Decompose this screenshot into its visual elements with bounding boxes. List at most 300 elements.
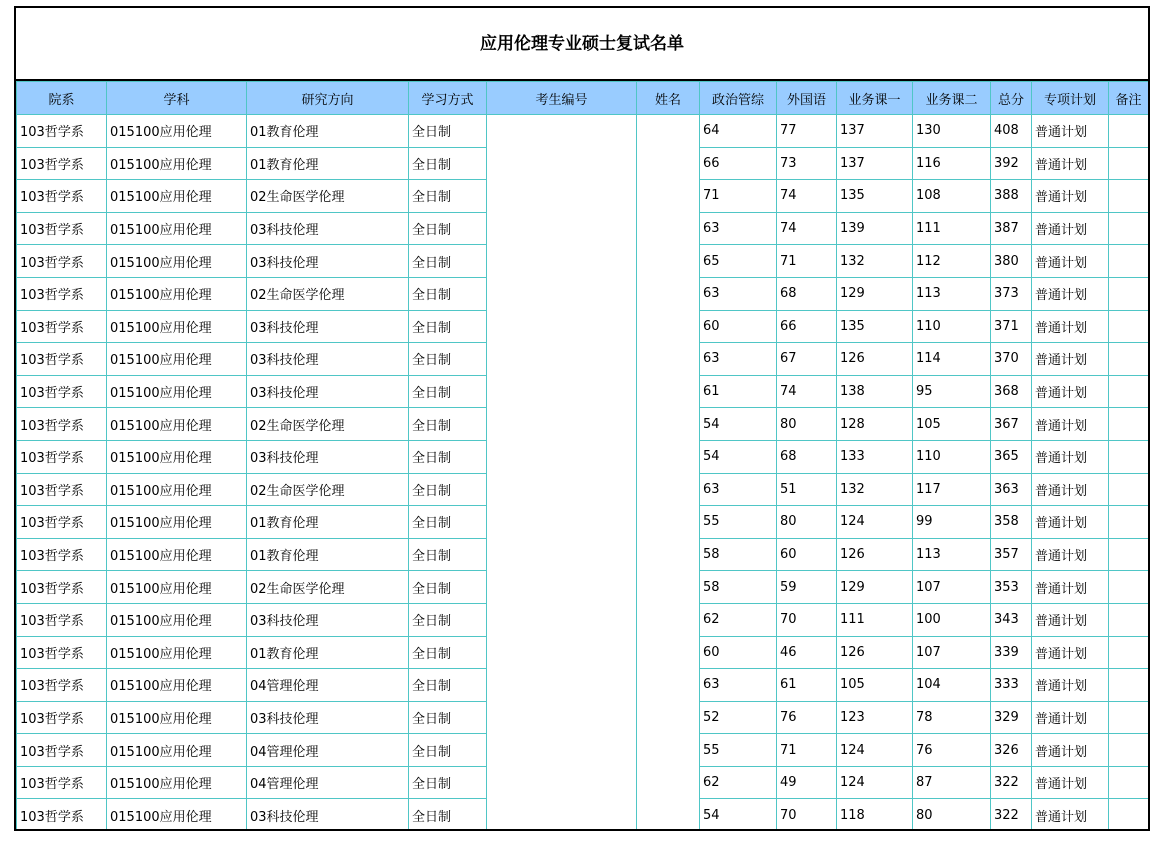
table-cell: 03科技伦理: [247, 245, 409, 278]
table-cell: 108: [913, 180, 991, 213]
table-cell: 01教育伦理: [247, 115, 409, 148]
table-cell: 103哲学系: [17, 408, 107, 441]
table-cell: 普通计划: [1032, 212, 1109, 245]
table-cell: [487, 506, 637, 539]
page-title: 应用伦理专业硕士复试名单: [16, 8, 1148, 81]
table-cell: 103哲学系: [17, 343, 107, 376]
table-cell: 135: [837, 180, 913, 213]
table-cell: 103哲学系: [17, 506, 107, 539]
table-cell: 99: [913, 506, 991, 539]
table-cell: 129: [837, 277, 913, 310]
table-cell: 015100应用伦理: [107, 375, 247, 408]
table-cell: [1109, 277, 1149, 310]
table-cell: [487, 701, 637, 734]
table-cell: [1109, 799, 1149, 831]
table-cell: 370: [991, 343, 1032, 376]
table-cell: [487, 603, 637, 636]
candidate-table: [16, 81, 1149, 831]
table-cell: 015100应用伦理: [107, 115, 247, 148]
table-cell: 51: [777, 473, 837, 506]
table-cell: 普通计划: [1032, 375, 1109, 408]
table-cell: 60: [700, 310, 777, 343]
table-row: [17, 506, 1149, 539]
table-cell: [637, 180, 700, 213]
table-cell: [1109, 408, 1149, 441]
table-cell: [637, 147, 700, 180]
table-cell: 全日制: [409, 440, 487, 473]
table-cell: [1109, 473, 1149, 506]
table-cell: 普通计划: [1032, 669, 1109, 702]
table-row: [17, 701, 1149, 734]
table-cell: 129: [837, 571, 913, 604]
table-cell: 62: [700, 766, 777, 799]
table-cell: 02生命医学伦理: [247, 408, 409, 441]
table-cell: 105: [913, 408, 991, 441]
table-cell: 103哲学系: [17, 766, 107, 799]
table-cell: [1109, 147, 1149, 180]
table-cell: [487, 766, 637, 799]
column-header: 政治管综: [700, 82, 777, 115]
table-cell: [637, 506, 700, 539]
table-cell: 46: [777, 636, 837, 669]
table-cell: [637, 115, 700, 148]
table-cell: 全日制: [409, 375, 487, 408]
table-cell: 全日制: [409, 603, 487, 636]
table-cell: 03科技伦理: [247, 212, 409, 245]
table-cell: 126: [837, 636, 913, 669]
table-cell: 01教育伦理: [247, 506, 409, 539]
table-cell: 111: [837, 603, 913, 636]
table-cell: 343: [991, 603, 1032, 636]
table-row: [17, 310, 1149, 343]
column-header: 考生编号: [487, 82, 637, 115]
table-row: [17, 245, 1149, 278]
table-cell: 普通计划: [1032, 603, 1109, 636]
table-row: [17, 277, 1149, 310]
table-cell: 普通计划: [1032, 734, 1109, 767]
table-body: [17, 115, 1149, 832]
table-cell: 326: [991, 734, 1032, 767]
table-cell: 333: [991, 669, 1032, 702]
table-cell: 130: [913, 115, 991, 148]
column-header: 专项计划: [1032, 82, 1109, 115]
table-cell: 107: [913, 571, 991, 604]
table-cell: [1109, 180, 1149, 213]
table-cell: 普通计划: [1032, 180, 1109, 213]
table-cell: [1109, 538, 1149, 571]
table-cell: 380: [991, 245, 1032, 278]
table-row: [17, 571, 1149, 604]
table-cell: 03科技伦理: [247, 375, 409, 408]
table-cell: 全日制: [409, 115, 487, 148]
table-cell: 015100应用伦理: [107, 440, 247, 473]
table-cell: [487, 277, 637, 310]
table-cell: 103哲学系: [17, 636, 107, 669]
table-cell: 103哲学系: [17, 375, 107, 408]
table-cell: 357: [991, 538, 1032, 571]
table-cell: 74: [777, 375, 837, 408]
table-cell: 普通计划: [1032, 571, 1109, 604]
table-cell: 全日制: [409, 343, 487, 376]
table-cell: 123: [837, 701, 913, 734]
table-cell: 71: [777, 734, 837, 767]
table-cell: 015100应用伦理: [107, 180, 247, 213]
table-cell: [1109, 440, 1149, 473]
table-cell: [637, 636, 700, 669]
table-cell: 55: [700, 506, 777, 539]
table-cell: 126: [837, 343, 913, 376]
table-cell: 58: [700, 571, 777, 604]
table-cell: 全日制: [409, 766, 487, 799]
table-cell: [487, 310, 637, 343]
table-cell: 103哲学系: [17, 669, 107, 702]
table-cell: 68: [777, 277, 837, 310]
table-cell: [637, 799, 700, 831]
table-cell: 103哲学系: [17, 701, 107, 734]
table-cell: 02生命医学伦理: [247, 180, 409, 213]
table-cell: 015100应用伦理: [107, 473, 247, 506]
table-cell: 67: [777, 343, 837, 376]
table-cell: 普通计划: [1032, 440, 1109, 473]
table-row: [17, 538, 1149, 571]
table-cell: 103哲学系: [17, 245, 107, 278]
table-cell: [1109, 212, 1149, 245]
table-cell: 03科技伦理: [247, 799, 409, 831]
table-cell: 全日制: [409, 473, 487, 506]
table-cell: 55: [700, 734, 777, 767]
table-cell: 普通计划: [1032, 343, 1109, 376]
table-cell: 80: [777, 506, 837, 539]
table-cell: [1109, 245, 1149, 278]
table-cell: [487, 636, 637, 669]
table-cell: 110: [913, 440, 991, 473]
table-cell: 80: [913, 799, 991, 831]
table-row: [17, 766, 1149, 799]
table-cell: 01教育伦理: [247, 636, 409, 669]
table-cell: 65: [700, 245, 777, 278]
table-cell: [637, 734, 700, 767]
table-cell: 015100应用伦理: [107, 571, 247, 604]
table-cell: 73: [777, 147, 837, 180]
table-cell: [487, 799, 637, 831]
table-cell: 015100应用伦理: [107, 766, 247, 799]
table-cell: 015100应用伦理: [107, 245, 247, 278]
table-cell: [637, 375, 700, 408]
table-cell: [637, 701, 700, 734]
table-cell: 015100应用伦理: [107, 408, 247, 441]
table-cell: 103哲学系: [17, 212, 107, 245]
table-cell: 113: [913, 277, 991, 310]
table-cell: 普通计划: [1032, 538, 1109, 571]
column-header: 姓名: [637, 82, 700, 115]
table-cell: 80: [777, 408, 837, 441]
table-cell: 普通计划: [1032, 473, 1109, 506]
table-cell: 015100应用伦理: [107, 734, 247, 767]
table-cell: [487, 147, 637, 180]
table-cell: 全日制: [409, 245, 487, 278]
table-cell: 112: [913, 245, 991, 278]
table-cell: [487, 734, 637, 767]
table-cell: [637, 310, 700, 343]
table-cell: 103哲学系: [17, 147, 107, 180]
table-cell: 04管理伦理: [247, 766, 409, 799]
table-cell: [637, 571, 700, 604]
table-cell: 103哲学系: [17, 799, 107, 831]
table-cell: 02生命医学伦理: [247, 277, 409, 310]
table-cell: 71: [777, 245, 837, 278]
table-cell: [637, 669, 700, 702]
table-cell: 54: [700, 799, 777, 831]
table-cell: 71: [700, 180, 777, 213]
table-cell: 015100应用伦理: [107, 277, 247, 310]
table-cell: 358: [991, 506, 1032, 539]
table-cell: 49: [777, 766, 837, 799]
table-cell: [487, 473, 637, 506]
column-header: 学习方式: [409, 82, 487, 115]
table-cell: 全日制: [409, 538, 487, 571]
table-cell: 015100应用伦理: [107, 506, 247, 539]
table-cell: [1109, 734, 1149, 767]
table-cell: 103哲学系: [17, 277, 107, 310]
table-cell: 76: [913, 734, 991, 767]
table-cell: 137: [837, 115, 913, 148]
table-row: [17, 603, 1149, 636]
table-cell: 329: [991, 701, 1032, 734]
table-cell: 普通计划: [1032, 701, 1109, 734]
table-cell: 63: [700, 669, 777, 702]
table-cell: 03科技伦理: [247, 343, 409, 376]
table-cell: [637, 343, 700, 376]
table-cell: 68: [777, 440, 837, 473]
table-cell: 133: [837, 440, 913, 473]
column-header: 学科: [107, 82, 247, 115]
table-cell: 87: [913, 766, 991, 799]
table-cell: 77: [777, 115, 837, 148]
spreadsheet: [14, 6, 1150, 831]
table-cell: 103哲学系: [17, 734, 107, 767]
table-cell: 135: [837, 310, 913, 343]
table-cell: 普通计划: [1032, 799, 1109, 831]
column-header: 外国语: [777, 82, 837, 115]
table-cell: 66: [700, 147, 777, 180]
table-cell: [1109, 571, 1149, 604]
table-cell: 全日制: [409, 506, 487, 539]
table-cell: [637, 440, 700, 473]
table-cell: [1109, 506, 1149, 539]
table-cell: 113: [913, 538, 991, 571]
table-row: [17, 636, 1149, 669]
table-cell: 371: [991, 310, 1032, 343]
table-cell: 387: [991, 212, 1032, 245]
table-row: [17, 147, 1149, 180]
table-cell: 015100应用伦理: [107, 212, 247, 245]
table-cell: 103哲学系: [17, 571, 107, 604]
table-cell: [1109, 603, 1149, 636]
table-cell: [487, 571, 637, 604]
table-cell: 63: [700, 473, 777, 506]
table-cell: [487, 375, 637, 408]
table-cell: 全日制: [409, 147, 487, 180]
column-header: 业务课一: [837, 82, 913, 115]
table-cell: 114: [913, 343, 991, 376]
table-cell: 124: [837, 734, 913, 767]
table-cell: 74: [777, 180, 837, 213]
table-cell: 015100应用伦理: [107, 147, 247, 180]
table-cell: 388: [991, 180, 1032, 213]
table-cell: 63: [700, 277, 777, 310]
table-cell: 全日制: [409, 799, 487, 831]
table-cell: 普通计划: [1032, 245, 1109, 278]
table-cell: [637, 603, 700, 636]
table-cell: 60: [700, 636, 777, 669]
table-cell: 015100应用伦理: [107, 343, 247, 376]
table-cell: 126: [837, 538, 913, 571]
table-cell: 02生命医学伦理: [247, 473, 409, 506]
table-cell: 116: [913, 147, 991, 180]
table-cell: 103哲学系: [17, 310, 107, 343]
table-row: [17, 212, 1149, 245]
table-cell: 54: [700, 408, 777, 441]
table-cell: [637, 766, 700, 799]
table-cell: [637, 277, 700, 310]
table-cell: 54: [700, 440, 777, 473]
table-cell: 339: [991, 636, 1032, 669]
table-cell: 015100应用伦理: [107, 669, 247, 702]
table-cell: [487, 180, 637, 213]
table-cell: 128: [837, 408, 913, 441]
table-cell: 139: [837, 212, 913, 245]
table-cell: 全日制: [409, 701, 487, 734]
table-cell: 01教育伦理: [247, 147, 409, 180]
table-cell: 普通计划: [1032, 147, 1109, 180]
table-cell: 03科技伦理: [247, 603, 409, 636]
table-cell: 全日制: [409, 180, 487, 213]
table-cell: [637, 212, 700, 245]
table-cell: 015100应用伦理: [107, 603, 247, 636]
table-cell: 015100应用伦理: [107, 538, 247, 571]
table-cell: 普通计划: [1032, 636, 1109, 669]
table-cell: [1109, 343, 1149, 376]
table-cell: [637, 245, 700, 278]
table-cell: [487, 115, 637, 148]
table-cell: 124: [837, 766, 913, 799]
table-cell: 363: [991, 473, 1032, 506]
table-cell: 52: [700, 701, 777, 734]
table-cell: [487, 538, 637, 571]
table-cell: 普通计划: [1032, 766, 1109, 799]
table-cell: 普通计划: [1032, 408, 1109, 441]
table-cell: 408: [991, 115, 1032, 148]
table-cell: 04管理伦理: [247, 669, 409, 702]
table-cell: 015100应用伦理: [107, 701, 247, 734]
table-cell: 373: [991, 277, 1032, 310]
table-cell: 61: [700, 375, 777, 408]
table-cell: 62: [700, 603, 777, 636]
table-row: [17, 408, 1149, 441]
table-cell: [1109, 701, 1149, 734]
table-cell: 61: [777, 669, 837, 702]
table-cell: 322: [991, 799, 1032, 831]
table-cell: 74: [777, 212, 837, 245]
table-cell: 76: [777, 701, 837, 734]
column-header: 总分: [991, 82, 1032, 115]
table-row: [17, 343, 1149, 376]
table-cell: 103哲学系: [17, 115, 107, 148]
table-cell: 02生命医学伦理: [247, 571, 409, 604]
table-cell: 01教育伦理: [247, 538, 409, 571]
table-cell: [1109, 310, 1149, 343]
table-cell: 03科技伦理: [247, 440, 409, 473]
table-row: [17, 473, 1149, 506]
table-cell: [1109, 115, 1149, 148]
table-cell: 全日制: [409, 734, 487, 767]
table-cell: 100: [913, 603, 991, 636]
table-row: [17, 440, 1149, 473]
table-cell: 63: [700, 212, 777, 245]
table-row: [17, 115, 1149, 148]
table-cell: 392: [991, 147, 1032, 180]
table-cell: [1109, 766, 1149, 799]
table-cell: 117: [913, 473, 991, 506]
header-row: [17, 82, 1149, 115]
table-cell: 104: [913, 669, 991, 702]
table-cell: 365: [991, 440, 1032, 473]
table-cell: 全日制: [409, 310, 487, 343]
table-cell: [637, 473, 700, 506]
table-cell: 全日制: [409, 669, 487, 702]
table-cell: 全日制: [409, 571, 487, 604]
table-cell: 03科技伦理: [247, 701, 409, 734]
table-cell: 03科技伦理: [247, 310, 409, 343]
table-cell: 103哲学系: [17, 473, 107, 506]
table-row: [17, 180, 1149, 213]
table-cell: 015100应用伦理: [107, 799, 247, 831]
table-cell: 015100应用伦理: [107, 310, 247, 343]
table-cell: 63: [700, 343, 777, 376]
table-cell: [487, 408, 637, 441]
table-cell: [1109, 636, 1149, 669]
table-cell: 全日制: [409, 636, 487, 669]
table-cell: 78: [913, 701, 991, 734]
table-cell: 全日制: [409, 277, 487, 310]
table-cell: [637, 408, 700, 441]
table-cell: 103哲学系: [17, 603, 107, 636]
table-cell: 103哲学系: [17, 180, 107, 213]
table-cell: 138: [837, 375, 913, 408]
table-cell: 353: [991, 571, 1032, 604]
table-row: [17, 734, 1149, 767]
table-cell: 59: [777, 571, 837, 604]
table-row: [17, 799, 1149, 831]
table-cell: 70: [777, 603, 837, 636]
column-header: 备注: [1109, 82, 1149, 115]
table-cell: 全日制: [409, 212, 487, 245]
table-cell: 普通计划: [1032, 310, 1109, 343]
table-cell: 95: [913, 375, 991, 408]
table-cell: 367: [991, 408, 1032, 441]
table-cell: 132: [837, 245, 913, 278]
table-cell: [487, 212, 637, 245]
table-cell: 105: [837, 669, 913, 702]
column-header: 研究方向: [247, 82, 409, 115]
table-cell: [1109, 375, 1149, 408]
table-cell: 107: [913, 636, 991, 669]
table-cell: 普通计划: [1032, 277, 1109, 310]
table-cell: 70: [777, 799, 837, 831]
table-cell: 60: [777, 538, 837, 571]
table-cell: 普通计划: [1032, 506, 1109, 539]
table-cell: 322: [991, 766, 1032, 799]
